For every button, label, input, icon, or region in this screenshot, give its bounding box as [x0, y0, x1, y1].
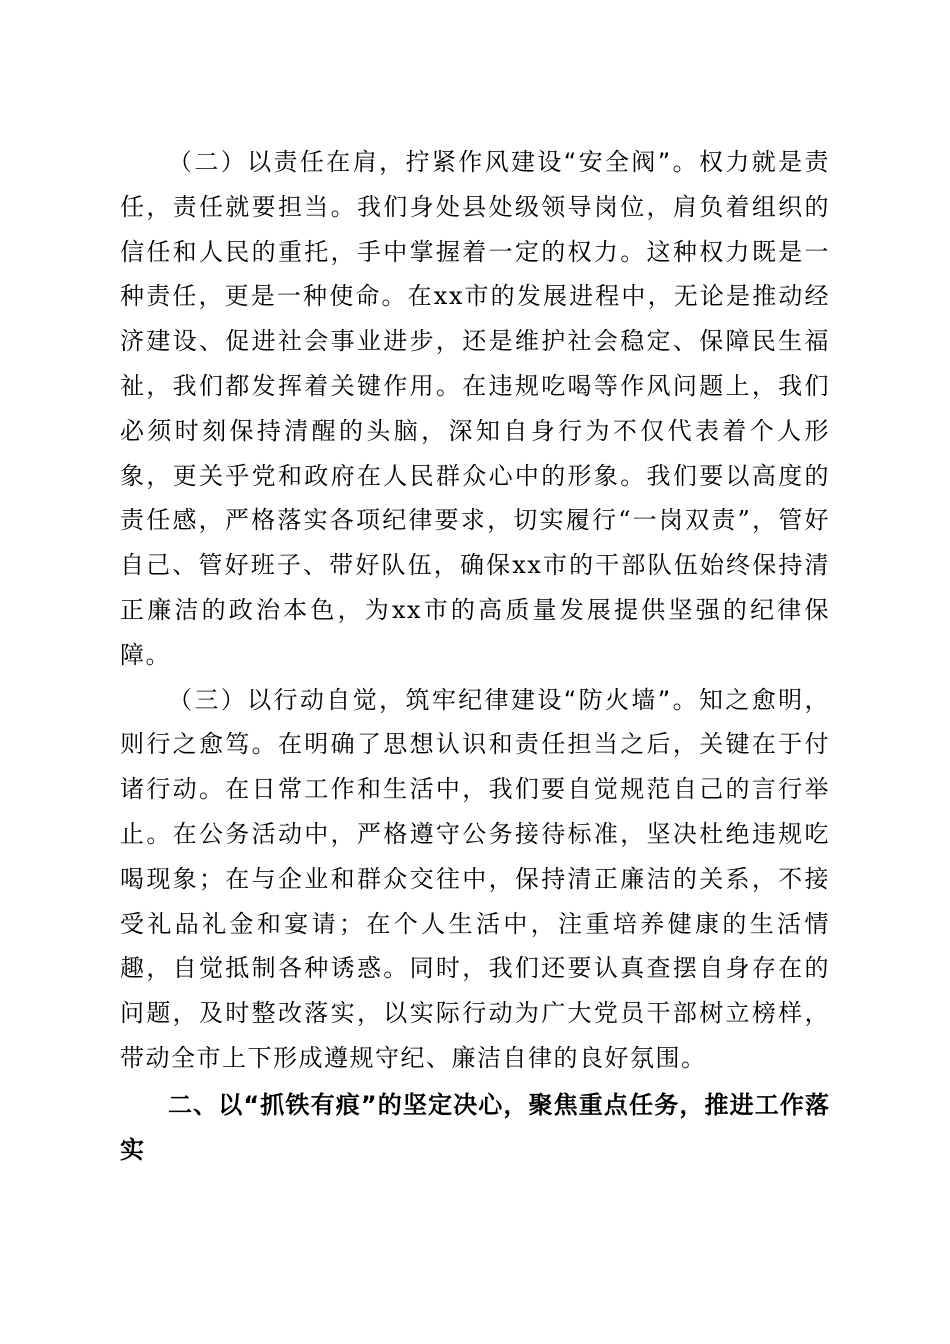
document-body — [120, 140, 830, 1172]
paragraph-action — [120, 678, 830, 1081]
paragraph-text: 知之愈明，则行之愈笃。在明确了思想认识和责任担当之后，关键在于付诸行动。在日常工作和生活中，我们要自觉规范自己的言行举止。在公务活动中，严格遵守公务接待标准，坚决杜绝违规吃喝现象；在与企业和群众交往中，保持清正廉洁的关系，不接受礼品礼金和宴请；在个人生活中，注重培养健康的生活情趣，自觉抵制各种诱惑。同时，我们还要认真查摆自身存在的问题，及时整改落实，以实际行动为广大党员干部树立榜样，带动全市上下形成遵规守纪、廉洁自律的良好氛围。 — [120, 685, 830, 1072]
section-heading: 二、以“抓铁有痕”的坚定决心，聚焦重点任务，推进工作落实 — [120, 1090, 830, 1164]
paragraph-responsibility — [120, 140, 830, 678]
paragraph-lead: （二）以责任在肩，拧紧作风建设“安全阀”。 — [168, 148, 699, 176]
paragraph-lead: （三）以行动自觉，筑牢纪律建设“防火墙”。 — [168, 685, 699, 714]
paragraph-text: 权力就是责任，责任就要担当。我们身处县处级领导岗位，肩负着组织的信任和人民的重托，手中掌握着一定的权力。这种权力既是一种责任，更是一种使命。在xx市的发展进程中，无论是推动经济建设、促进社会事业进步，还是维护社会稳定、保障民生福祉，我们都发挥着关键作用。在违规吃喝等作风问题上，我们必须时刻保持清醒的头脑，深知自身行为不仅代表着个人形象，更关乎党和政府在人民群众心中的形象。我们要以高度的责任感，严格落实各项纪律要求，切实履行“一岗双责”，管好自己、管好班子、带好队伍，确保xx市的干部队伍始终保持清正廉洁的政治本色，为xx市的高质量发展提供坚强的纪律保障。 — [120, 148, 830, 669]
